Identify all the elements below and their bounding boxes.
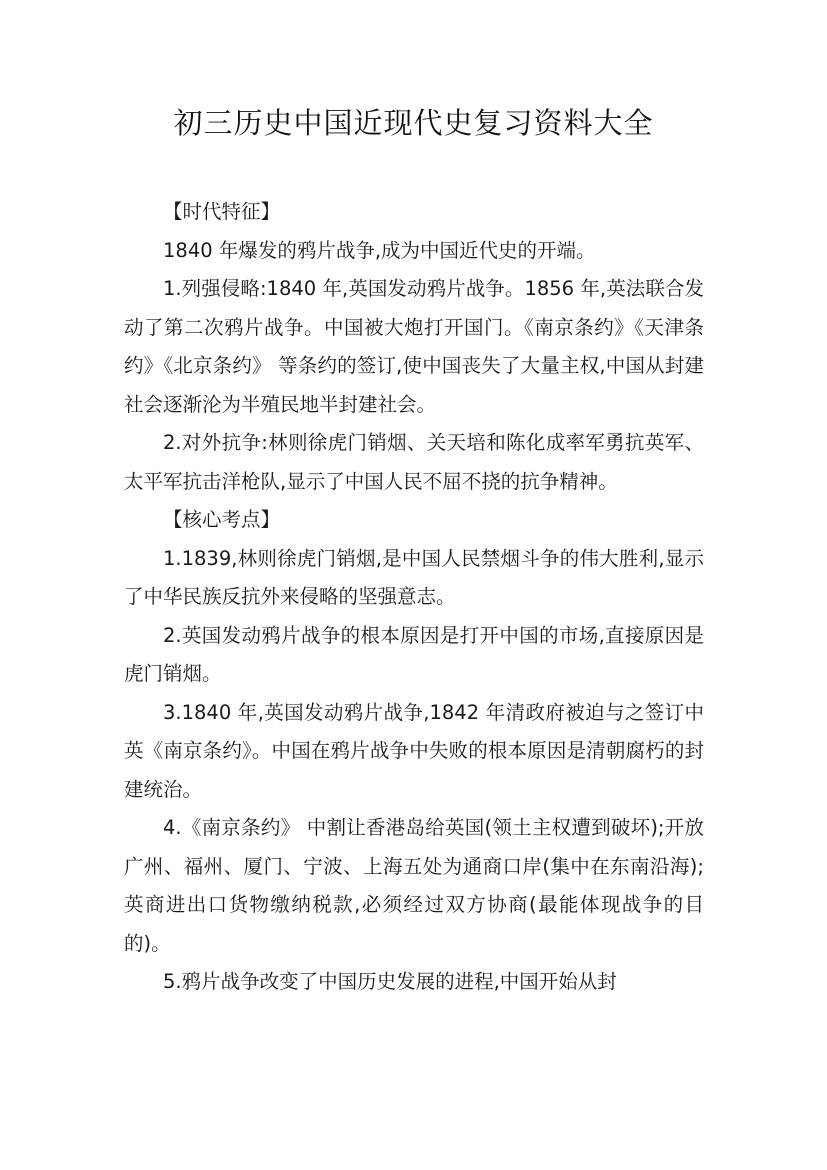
paragraph-point-4: 4.《南京条约》 中割让香港岛给英国(领土主权遭到破坏);开放广州、福州、厦门、宁波、上海五处为通商口岸(集中在东南沿海);英商进出口货物缴纳税款,必须经过双方协商(最能体现战争的目的)。 — [124, 816, 704, 955]
paragraph-point-2: 2.英国发动鸦片战争的根本原因是打开中国的市场,直接原因是虎门销烟。 — [124, 623, 704, 685]
document-body — [124, 193, 704, 1002]
section-heading-core-points: 【核心考点】 — [163, 508, 281, 531]
section-heading-era-features: 【时代特征】 — [163, 200, 281, 223]
document-title: 初三历史中国近现代史复习资料大全 — [173, 106, 654, 140]
paragraph-point-1: 1.1839,林则徐虎门销烟,是中国人民禁烟斗争的伟大胜利,显示了中华民族反抗外来侵略的坚强意志。 — [124, 546, 704, 608]
paragraph-opium-war-start: 1840 年爆发的鸦片战争,成为中国近代史的开端。 — [163, 238, 596, 262]
paragraph-foreign-aggression: 1.列强侵略:1840 年,英国发动鸦片战争。1856 年,英法联合发动了第二次鸦片战争。中国被大炮打开国门。《南京条约》《天津条约》《北京条约》 等条约的签订,使中国丧失了大量主权,中国从封建社会逐渐沦为半殖民地半封建社会。 — [124, 277, 704, 416]
paragraph-point-3: 3.1840 年,英国发动鸦片战争,1842 年清政府被迫与之签订中英《南京条约》。中国在鸦片战争中失败的根本原因是清朝腐朽的封建统治。 — [124, 700, 704, 801]
paragraph-resistance: 2.对外抗争:林则徐虎门销烟、关天培和陈化成率军勇抗英军、太平军抗击洋枪队,显示了中国人民不屈不挠的抗争精神。 — [124, 431, 704, 493]
paragraph-point-5: 5.鸦片战争改变了中国历史发展的进程,中国开始从封 — [163, 970, 617, 993]
